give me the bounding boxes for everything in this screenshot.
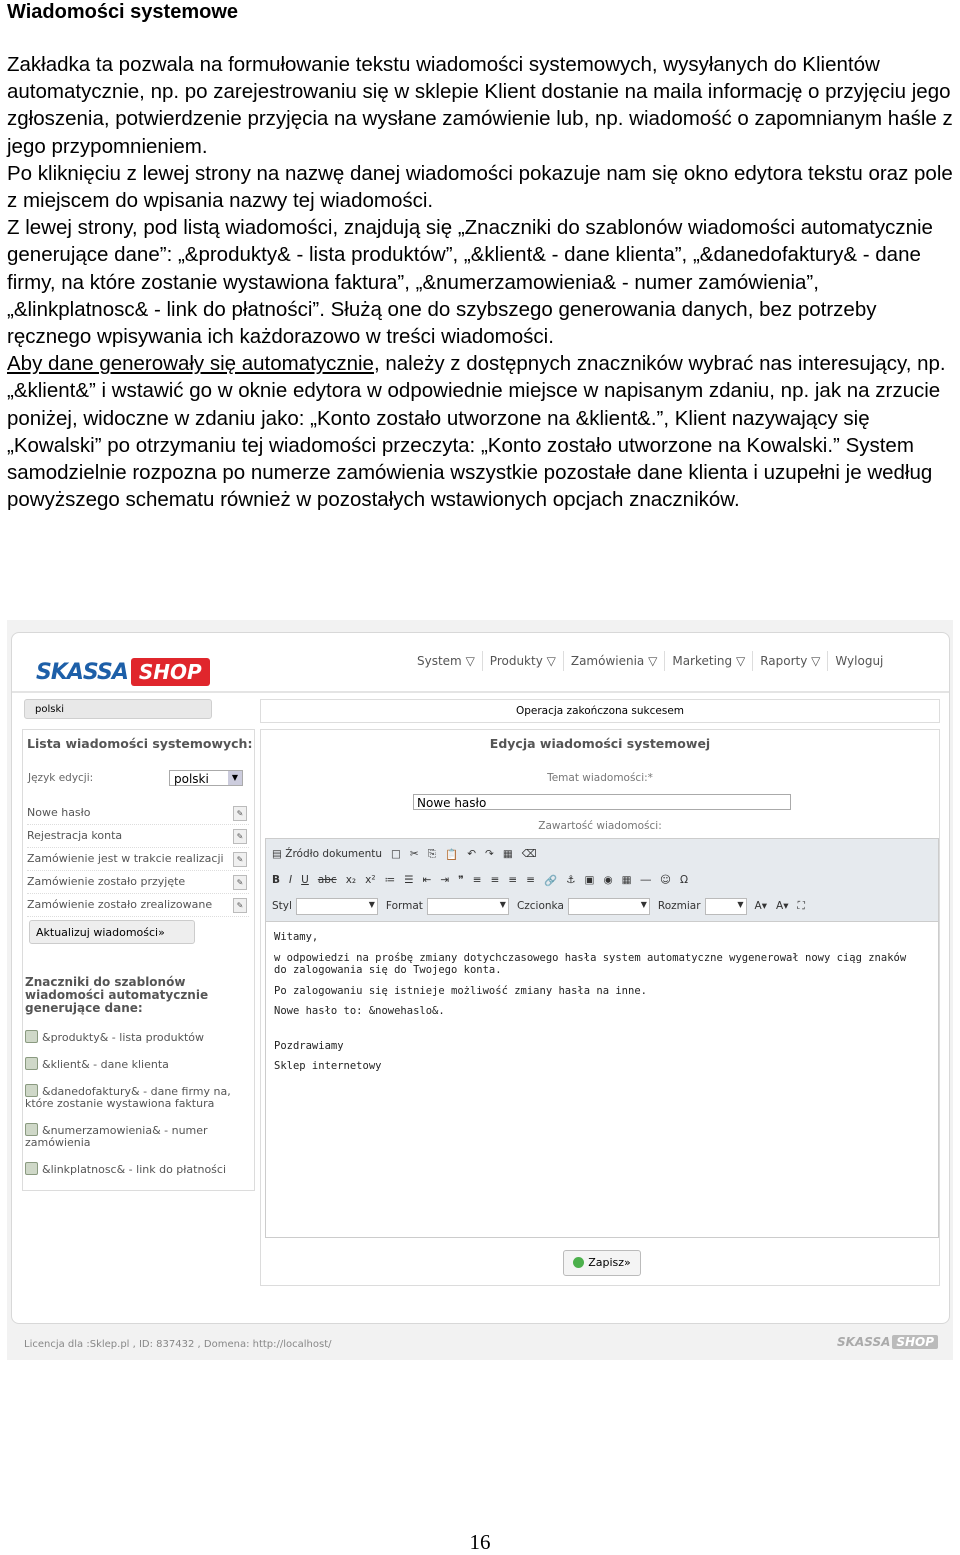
editor-content[interactable] <box>274 931 924 1081</box>
body-line: Witamy, <box>274 931 319 943</box>
indent-icon[interactable]: ⇥ <box>440 874 450 886</box>
document-body <box>7 51 953 513</box>
edit-icon[interactable]: ✎ <box>233 852 247 867</box>
list-item[interactable]: Rejestracja konta ✎ <box>27 825 249 848</box>
cut-icon[interactable]: ✂ <box>409 848 419 860</box>
insert-code-icon <box>25 1123 38 1136</box>
page-number: 16 <box>469 1530 491 1554</box>
body-line: Nowe hasło to: &nowehaslo&. <box>274 1005 445 1017</box>
paste-icon[interactable]: 📋 <box>445 848 459 861</box>
document-title: Wiadomości systemowe <box>7 1 239 23</box>
bullet-list-icon[interactable]: ☰ <box>404 874 414 886</box>
redo-icon[interactable]: ↷ <box>485 848 494 860</box>
bg-color-icon[interactable]: A▾ <box>776 900 789 912</box>
numbered-list-icon[interactable]: ≔ <box>384 874 396 886</box>
text-color-icon[interactable]: A▾ <box>754 900 768 912</box>
subject-label: Temat wiadomości:* <box>547 772 653 784</box>
message-list-panel <box>22 729 255 1191</box>
logo-text-shop: SHOP <box>131 658 210 686</box>
flash-icon[interactable]: ◉ <box>603 874 613 886</box>
codes-title: Znaczniki do szablonów wiadomości automatycznie generujące dane: <box>25 975 209 1015</box>
language-tab[interactable]: polski <box>24 699 212 719</box>
status-message: Operacja zakończona sukcesem <box>260 699 940 723</box>
app-window <box>11 632 950 1324</box>
italic-icon[interactable]: I <box>289 874 293 886</box>
shop-logo <box>36 655 210 689</box>
chevron-down-icon: ▼ <box>640 899 647 909</box>
list-item[interactable]: &linkplatnosc& - link do płatności <box>25 1162 251 1176</box>
format-select[interactable] <box>427 898 509 915</box>
anchor-icon[interactable]: ⚓ <box>566 874 576 886</box>
size-select[interactable] <box>705 898 747 915</box>
strike-icon[interactable]: abc <box>317 874 337 886</box>
nav-orders[interactable]: Zamówienia ▽ <box>564 651 665 671</box>
license-footer: Licencja dla :Sklep.pl , ID: 837432 , Domena: http://localhost/ <box>24 1339 332 1350</box>
list-item[interactable]: &produkty& - lista produktów <box>25 1030 251 1044</box>
toolbar-row-2 <box>272 871 697 889</box>
toolbar-row-1 <box>272 845 546 863</box>
edit-icon[interactable]: ✎ <box>233 806 247 821</box>
edit-icon[interactable]: ✎ <box>233 898 247 913</box>
editor-toolbar <box>266 839 938 922</box>
eraser-icon[interactable]: ⌫ <box>521 848 537 860</box>
subscript-icon[interactable]: x₂ <box>345 874 357 886</box>
size-label: Rozmiar <box>657 900 701 912</box>
style-label: Styl <box>272 900 292 912</box>
justify-icon[interactable]: ≡ <box>526 874 536 886</box>
message-list <box>27 802 249 917</box>
edit-language-label: Język edycji: <box>28 772 94 784</box>
list-item[interactable]: Nowe hasło ✎ <box>27 802 249 825</box>
nav-reports[interactable]: Raporty ▽ <box>753 651 828 671</box>
rich-text-editor[interactable] <box>265 838 939 1238</box>
font-label: Czcionka <box>516 900 564 912</box>
body-line: Sklep internetowy <box>274 1060 382 1072</box>
paragraph-codes: Z lewej strony, pod listą wiadomości, znajdują się „Znaczniki do szablonów wiadomości automatycznie generujące dane”: „&produkty& - lista produktów”, „&klient& - dane klienta”, „&danedofaktury& - dane firmy, na które zostanie wystawiona faktura”, „&numerzamowienia& - numer zamówienia”, „&linkplatnosc& - link do płatności”. Służą one do szybszego generowania danych, bez potrzeby ręcznego wpisywania ich każdorazowo w treści wiadomości. <box>7 216 933 349</box>
embedded-screenshot <box>7 620 953 1360</box>
table-icon[interactable]: ▦ <box>621 874 632 886</box>
code-list <box>25 1030 251 1189</box>
superscript-icon[interactable]: x² <box>365 874 376 886</box>
nav-system[interactable]: System ▽ <box>410 651 483 671</box>
list-item[interactable]: Zamówienie zostało zrealizowane ✎ <box>27 894 249 917</box>
outdent-icon[interactable]: ⇤ <box>422 874 432 886</box>
maximize-icon[interactable]: ⛶ <box>797 899 805 912</box>
edit-language-select[interactable]: polski ▼ <box>169 770 243 786</box>
quote-icon[interactable]: ❞ <box>458 874 464 886</box>
underline-icon[interactable]: U <box>301 874 309 886</box>
edit-icon[interactable]: ✎ <box>233 875 247 890</box>
paragraph-usage <box>7 350 953 513</box>
top-navigation <box>410 651 890 671</box>
list-item[interactable]: &danedofaktury& - dane firmy na, które zostanie wystawiona faktura <box>25 1085 231 1110</box>
insert-code-icon <box>25 1057 38 1070</box>
body-line: Pozdrawiamy <box>274 1039 344 1052</box>
format-label: Format <box>385 900 423 912</box>
usage-text: , należy z dostępnych znaczników wybrać nas interesujący, np. „&klient&” i wstawić go w oknie edytora w odpowiednie miejsce w napisanym zdaniu, np. jak na zrzucie poniżej, widoczne w zdaniu jako: „Konto zostało utworzone na &klient&.”, Klient nazywający się „Kowalski” po otrzymaniu tej wiadomości przeczyta: „Konto zostało utworzone na Kowalski.” System samodzielnie rozpozna po numerze zamówienia wszystkie pozostałe dane klienta i uzupełni je według powyższego schematu również w pozostałych wstawionych opcjach znaczników. <box>7 352 946 512</box>
new-page-icon[interactable]: □ <box>391 848 401 860</box>
edit-icon[interactable]: ✎ <box>233 829 247 844</box>
save-button[interactable]: Zapisz» <box>563 1250 641 1276</box>
footer-logo: SKASSA SHOP <box>837 1335 938 1349</box>
list-item[interactable]: Zamówienie jest w trakcie realizacji ✎ <box>27 848 249 871</box>
special-char-icon[interactable]: Ω <box>679 874 689 886</box>
header-divider <box>12 691 949 693</box>
body-line: Po zalogowaniu się istnieje możliwość zmiany hasła na inne. <box>274 984 647 997</box>
insert-code-icon <box>25 1162 38 1175</box>
chevron-down-icon: ▼ <box>228 771 242 785</box>
align-right-icon[interactable]: ≡ <box>508 874 518 886</box>
insert-code-icon <box>25 1084 38 1097</box>
chevron-down-icon: ▼ <box>737 899 744 909</box>
list-item[interactable]: Zamówienie zostało przyjęte ✎ <box>27 871 249 894</box>
edit-title: Edycja wiadomości systemowej <box>489 736 711 751</box>
logo-text-skassa: SKASSA <box>36 659 128 685</box>
chevron-down-icon: ▼ <box>368 899 375 909</box>
subject-input[interactable]: Nowe hasło <box>413 794 791 810</box>
list-item[interactable]: &numerzamowienia& - numer zamówienia <box>25 1124 208 1149</box>
content-label: Zawartość wiadomości: <box>538 820 662 832</box>
insert-code-icon <box>25 1030 38 1043</box>
body-line: w odpowiedzi na prośbę zmiany dotychczasowego hasła system automatyczne wygenerował nowy ciąg znaków do zalogowania się do Twojego konta. <box>274 951 907 976</box>
font-select[interactable] <box>568 898 650 915</box>
align-center-icon[interactable]: ≡ <box>490 874 500 886</box>
check-icon <box>573 1257 584 1268</box>
chevron-down-icon: ▼ <box>499 899 506 909</box>
list-item[interactable]: &klient& - dane klienta <box>25 1057 251 1071</box>
style-select[interactable] <box>296 898 378 915</box>
paragraph-intro: Zakładka ta pozwala na formułowanie tekstu wiadomości systemowych, wysyłanych do Klientów automatycznie, np. po zarejestrowaniu się w sklepie Klient dostanie na maila informację o przyjęciu jego zgłoszenia, potwierdzenie przyjęcia na wysłane zamówienie lub, np. wiadomość o zapomnianym haśle z jego przypomnieniem. <box>7 53 953 158</box>
nav-logout[interactable]: Wyloguj <box>835 654 884 668</box>
select-all-icon[interactable]: ▦ <box>502 848 513 860</box>
smiley-icon[interactable]: ☺ <box>660 874 671 886</box>
copy-icon[interactable]: ⎘ <box>427 847 437 860</box>
align-left-icon[interactable]: ≡ <box>472 874 482 886</box>
undo-icon[interactable]: ↶ <box>467 848 477 860</box>
nav-products[interactable]: Produkty ▽ <box>483 651 564 671</box>
link-icon[interactable]: 🔗 <box>544 874 558 887</box>
toolbar-row-3 <box>272 897 814 915</box>
nav-marketing[interactable]: Marketing ▽ <box>665 651 753 671</box>
bold-icon[interactable]: B <box>272 874 281 886</box>
source-button[interactable]: ▤ Źródło dokumentu <box>272 848 382 860</box>
underlined-phrase: Aby dane generowały się automatycznie <box>7 352 374 376</box>
message-list-title: Lista wiadomości systemowych: <box>27 736 253 751</box>
paragraph-editor: Po kliknięciu z lewej strony na nazwę danej wiadomości pokazuje nam się okno edytora tekstu oraz pole z miejscem do wpisania nazwy tej wiadomości. <box>7 161 953 213</box>
refresh-messages-button[interactable]: Aktualizuj wiadomości» <box>29 920 195 944</box>
image-icon[interactable]: ▣ <box>584 874 595 886</box>
horizontal-line-icon[interactable]: ― <box>640 874 652 886</box>
edit-panel <box>260 729 940 1286</box>
